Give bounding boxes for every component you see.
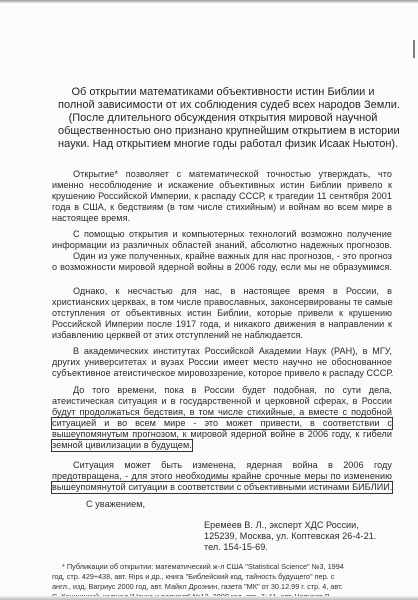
signature-phone: тел. 154-15-69.: [204, 542, 268, 552]
paragraph-line: года в США, к бедствиям (в том числе стихийным) и войнам во всем мире в: [52, 202, 392, 212]
paragraph-line: До того времени, пока в России будет подобная, по сути дела,: [73, 385, 392, 395]
closing: С уважением,: [86, 499, 146, 509]
paragraph-line: субъективное атеистическое мировоззрение, которое привело к распаду СССР.: [52, 368, 394, 378]
paragraph-line: информации из различных областей знаний, абсолютно надежных прогнозов.: [52, 240, 392, 250]
footnote-line: англ., изд. Вагриус 2000 год, авт. Майкл Дрознин, газета "МК" от 30.12.99 г. стр. 4, авт.: [52, 582, 343, 591]
paragraph-line: Ситуация может быть изменена, ядерная война в 2006 году: [73, 460, 392, 470]
paragraph-line: атеистическая ситуация и в государственной и церковной сферах, в России: [52, 396, 392, 406]
signature-name: Еремеев В. Л., эксперт ХДС России,: [204, 520, 359, 530]
paragraph-line: Открытие* позволяет с математической точностью утверждать, что: [73, 169, 392, 179]
scan-speck: [413, 40, 415, 58]
paragraph-line: о возможности мировой ядерной войны в 2006 году, если мы не образумимся.: [52, 262, 392, 272]
title-line: Об открытии математиками объективности истин Библии и: [71, 86, 375, 98]
paragraph-line: будут продолжаться бедствия, в том числе стихийные, а вместе с подобной: [52, 407, 392, 417]
paragraph-line: христианских церквах, в том числе православных, законсервированы те самые: [52, 297, 393, 307]
paragraph-line: Российской Империи после 1917 года, и никакого движения в направлении к: [52, 319, 392, 329]
paragraph-line: Один из уже полученных, крайне важных для нас прогнозов, - это прогноз: [73, 251, 392, 261]
title-line: полной зависимости от их соблюдения судеб всех народов Земли.: [58, 99, 400, 111]
paragraph-line: вышеупомянутым прогнозом, к мировой ядерной войне в 2006 году, к гибели: [52, 429, 392, 439]
signature-address: 125239, Москва, ул. Коптевская 26-4-21.: [204, 531, 377, 541]
paragraph-line: В академических институтах Российской Академии Наук (РАН), в МГУ,: [73, 346, 392, 356]
title-line: (После длительного обсуждения открытия мировой научной: [68, 112, 378, 124]
paragraph-line: избавлению церквей от этих отступлений не наблюдается.: [52, 330, 304, 340]
paragraph-line: Однако, к несчастью для нас, в настоящее время в России, в: [73, 286, 392, 296]
title-line: общественностью оно признано крупнейшим открытием в истории: [58, 125, 400, 137]
footnote-line: год, стр. 429÷438, авт. Rips и др., книга "Библейский код, тайность будущего" пер. с: [52, 572, 335, 581]
paragraph-line: предотвращена, - для этого необходимы крайне срочные меры по изменению: [52, 471, 392, 481]
paragraph-line-boxed: вышеупомянутой ситуации в соответствии с объективными истинами БИБЛИИ.: [52, 482, 393, 492]
paragraph-line: С помощью открытия и компьютерных технологий возможно получение: [73, 229, 392, 239]
scan-bottom-edge: [0, 596, 418, 600]
paragraph-line-boxed: земной цивилизации в будущем.: [52, 440, 192, 450]
title-line: науки. Над открытием многие годы работал физик Исаак Ньютон).: [58, 138, 399, 150]
scan-top-edge: [0, 0, 418, 3]
paragraph-line: крушению Российской Империи, к распаду СССР, к трагедии 11 сентября 2001: [52, 191, 392, 201]
paragraph-line-boxed: ситуацией и во всем мире - это может привести, в соответствии с: [52, 418, 392, 428]
paragraph-line: именно несоблюдение и искажение объективных истин Библии привело к: [52, 180, 392, 190]
paragraph-line: отступления от объективных истин Библии, которые привели к крушению: [52, 308, 392, 318]
paragraph-line: других университетах и вузах России имеет место научно не обоснованное: [52, 357, 392, 367]
footnote-line: * Публикации об открытии: математический ж-л США "Statistical Science" №3, 1994: [62, 562, 344, 571]
paragraph-line: настоящее время.: [52, 213, 131, 223]
